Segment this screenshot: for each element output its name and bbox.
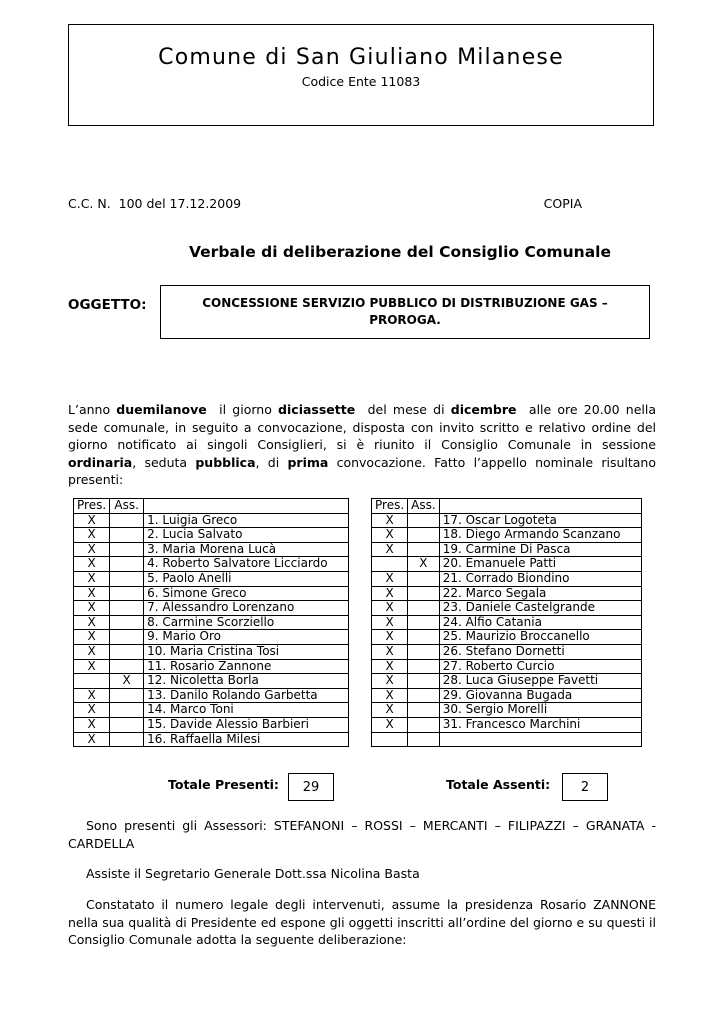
assente-mark [408, 586, 440, 601]
table-row [372, 615, 642, 630]
intro-text: L’anno [68, 402, 117, 417]
presente-mark: X [372, 717, 408, 732]
consigliere-name: 22. Marco Segala [439, 586, 641, 601]
consigliere-name: 7. Alessandro Lorenzano [144, 601, 349, 616]
table-row [372, 601, 642, 616]
table-row [74, 571, 349, 586]
table-row [74, 674, 349, 689]
table-row [74, 717, 349, 732]
presente-mark: X [74, 513, 110, 528]
consigliere-name: 25. Maurizio Broccanello [439, 630, 641, 645]
intro-text: alle ore 20.00 nella sede comunale, in seguito a convocazione, disposta con invito scritto e relativo ordine del giorno notificato ai singoli Consiglieri, si è riunito il Consiglio Comunale in sessione [68, 402, 660, 452]
presente-mark [74, 674, 110, 689]
presente-mark: X [372, 513, 408, 528]
presente-mark: X [372, 571, 408, 586]
consigliere-name: 6. Simone Greco [144, 586, 349, 601]
table-row [74, 601, 349, 616]
table-row [74, 688, 349, 703]
table-row [372, 688, 642, 703]
assente-mark [408, 630, 440, 645]
consigliere-name: 17. Oscar Logoteta [439, 513, 641, 528]
assente-mark [408, 674, 440, 689]
table-row [74, 557, 349, 572]
assessori-paragraph [68, 817, 656, 852]
table-row [372, 630, 642, 645]
constatato-paragraph [68, 896, 656, 949]
segretario-text: Assiste il Segretario Generale Dott.ssa Nicolina Basta [86, 866, 420, 881]
presente-mark: X [74, 528, 110, 543]
table-row [74, 586, 349, 601]
table-row [372, 644, 642, 659]
table-row [372, 732, 642, 747]
presente-mark: X [372, 542, 408, 557]
table-row [74, 542, 349, 557]
assente-mark [110, 717, 144, 732]
consigliere-name: 1. Luigia Greco [144, 513, 349, 528]
table-row [74, 630, 349, 645]
oggetto-box [160, 285, 650, 339]
attendance-table-right [371, 498, 642, 747]
totale-presenti-box [288, 773, 334, 801]
intro-paragraph [68, 401, 660, 489]
presente-mark: X [372, 644, 408, 659]
attendance-table-left [73, 498, 349, 747]
name-header [439, 499, 641, 514]
assente-mark [110, 688, 144, 703]
consigliere-name: 26. Stefano Dornetti [439, 644, 641, 659]
assente-mark [110, 732, 144, 747]
table-row [372, 674, 642, 689]
table-row [74, 528, 349, 543]
consigliere-name: 23. Daniele Castelgrande [439, 601, 641, 616]
assente-mark [408, 703, 440, 718]
assente-mark: X [408, 557, 440, 572]
presente-mark: X [74, 717, 110, 732]
presente-mark: X [74, 703, 110, 718]
table-row [74, 732, 349, 747]
consigliere-name: 9. Mario Oro [144, 630, 349, 645]
assente-mark [408, 717, 440, 732]
table-row [74, 513, 349, 528]
assente-mark [408, 615, 440, 630]
intro-seduta: pubblica [195, 454, 256, 470]
consigliere-name: 5. Paolo Anelli [144, 571, 349, 586]
presente-mark: X [372, 601, 408, 616]
copia-label: COPIA [543, 196, 582, 211]
assente-mark [110, 571, 144, 586]
table-row [372, 571, 642, 586]
table-row [74, 615, 349, 630]
presente-mark: X [372, 615, 408, 630]
segretario-paragraph [68, 865, 656, 883]
table-row [74, 703, 349, 718]
table-row [372, 528, 642, 543]
ass-header: Ass. [110, 499, 144, 514]
consigliere-name: 28. Luca Giuseppe Favetti [439, 674, 641, 689]
table-row [372, 542, 642, 557]
presente-mark: X [372, 659, 408, 674]
presente-mark: X [74, 571, 110, 586]
name-header [144, 499, 349, 514]
presente-mark: X [372, 688, 408, 703]
consigliere-name: 11. Rosario Zannone [144, 659, 349, 674]
document-title: Verbale di deliberazione del Consiglio Comunale [189, 243, 611, 261]
assente-mark [110, 557, 144, 572]
assente-mark [408, 659, 440, 674]
consigliere-name: 18. Diego Armando Scanzano [439, 528, 641, 543]
table-header-row [372, 499, 642, 514]
consigliere-name: 31. Francesco Marchini [439, 717, 641, 732]
table-row [74, 644, 349, 659]
assessori-text: Sono presenti gli Assessori: STEFANONI – ROSSI – MERCANTI – FILIPAZZI – GRANATA - CARDELLA [68, 818, 656, 851]
consigliere-name: 21. Corrado Biondino [439, 571, 641, 586]
presente-mark: X [74, 615, 110, 630]
consigliere-name: 19. Carmine Di Pasca [439, 542, 641, 557]
consigliere-name: 24. Alfio Catania [439, 615, 641, 630]
presente-mark: X [372, 528, 408, 543]
oggetto-line-1: CONCESSIONE SERVIZIO PUBBLICO DI DISTRIBUZIONE GAS – [202, 296, 608, 310]
presente-mark [372, 732, 408, 747]
consigliere-name: 30. Sergio Morelli [439, 703, 641, 718]
assente-mark [110, 586, 144, 601]
assente-mark [110, 703, 144, 718]
presente-mark: X [74, 542, 110, 557]
presente-mark: X [74, 732, 110, 747]
consigliere-name: 14. Marco Toni [144, 703, 349, 718]
assente-mark [408, 513, 440, 528]
intro-text: , seduta [132, 454, 196, 470]
table-row [372, 717, 642, 732]
presente-mark: X [74, 557, 110, 572]
totale-assenti-value: 2 [580, 779, 590, 795]
consigliere-name: 27. Roberto Curcio [439, 659, 641, 674]
assente-mark [110, 542, 144, 557]
consigliere-name: 13. Danilo Rolando Garbetta [144, 688, 349, 703]
consigliere-name: 3. Maria Morena Lucà [144, 542, 349, 557]
assente-mark [408, 732, 440, 747]
presente-mark: X [74, 644, 110, 659]
table-row [372, 557, 642, 572]
presente-mark: X [74, 601, 110, 616]
table-row [372, 703, 642, 718]
constatato-text: Constatato il numero legale degli intervenuti, assume la presidenza Rosario ZANNONE nella sua qualità di Presidente ed espone gli oggetti inscritti all’ordine del giorno e su questi il Consiglio Comunale adotta la seguente deliberazione: [68, 897, 656, 947]
assente-mark [110, 659, 144, 674]
presente-mark: X [372, 674, 408, 689]
codice-ente: Codice Ente 11083 [301, 74, 421, 89]
assente-mark [408, 688, 440, 703]
totale-assenti-label: Totale Assenti: [446, 777, 551, 792]
totale-presenti-value: 29 [302, 779, 320, 795]
oggetto-label: OGGETTO: [68, 297, 147, 313]
assente-mark [408, 601, 440, 616]
intro-text: del mese di [355, 402, 451, 417]
presente-mark [372, 557, 408, 572]
presente-mark: X [74, 586, 110, 601]
presente-mark: X [372, 586, 408, 601]
intro-text: convocazione. Fatto l’appello nominale risultano presenti: [68, 454, 660, 487]
intro-year: duemilanove [116, 402, 207, 417]
pres-header: Pres. [74, 499, 110, 514]
assente-mark [110, 513, 144, 528]
totale-presenti-label: Totale Presenti: [168, 777, 279, 792]
consigliere-name: 4. Roberto Salvatore Licciardo [144, 557, 349, 572]
assente-mark [110, 601, 144, 616]
ass-header: Ass. [408, 499, 440, 514]
totale-assenti-box [562, 773, 608, 801]
intro-day: diciassette [278, 402, 356, 417]
oggetto-line-2: PROROGA. [369, 313, 441, 327]
consigliere-name: 29. Giovanna Bugada [439, 688, 641, 703]
comune-title: Comune di San Giuliano Milanese [158, 45, 564, 70]
pres-header: Pres. [372, 499, 408, 514]
intro-month: dicembre [450, 402, 517, 417]
consigliere-name: 2. Lucia Salvato [144, 528, 349, 543]
consigliere-name: 20. Emanuele Patti [439, 557, 641, 572]
header-box [68, 24, 654, 126]
presente-mark: X [372, 630, 408, 645]
assente-mark: X [110, 674, 144, 689]
presente-mark: X [74, 630, 110, 645]
assente-mark [110, 615, 144, 630]
intro-convocazione: prima [287, 454, 329, 470]
assente-mark [110, 528, 144, 543]
intro-text: , di [255, 454, 288, 470]
consigliere-name: 15. Davide Alessio Barbieri [144, 717, 349, 732]
delibera-reference: C.C. N. 100 del 17.12.2009 [68, 196, 242, 211]
consigliere-name: 16. Raffaella Milesi [144, 732, 349, 747]
consigliere-name: 12. Nicoletta Borla [144, 674, 349, 689]
presente-mark: X [74, 688, 110, 703]
assente-mark [408, 528, 440, 543]
assente-mark [408, 644, 440, 659]
consigliere-name: 10. Maria Cristina Tosi [144, 644, 349, 659]
presente-mark: X [372, 703, 408, 718]
assente-mark [110, 644, 144, 659]
consigliere-name: 8. Carmine Scorziello [144, 615, 349, 630]
table-header-row [74, 499, 349, 514]
assente-mark [408, 571, 440, 586]
intro-sessione: ordinaria [68, 454, 133, 470]
table-row [372, 659, 642, 674]
table-row [372, 586, 642, 601]
table-row [74, 659, 349, 674]
intro-text: il giorno [206, 402, 279, 417]
presente-mark: X [74, 659, 110, 674]
consigliere-name [439, 732, 641, 747]
assente-mark [408, 542, 440, 557]
table-row [372, 513, 642, 528]
assente-mark [110, 630, 144, 645]
